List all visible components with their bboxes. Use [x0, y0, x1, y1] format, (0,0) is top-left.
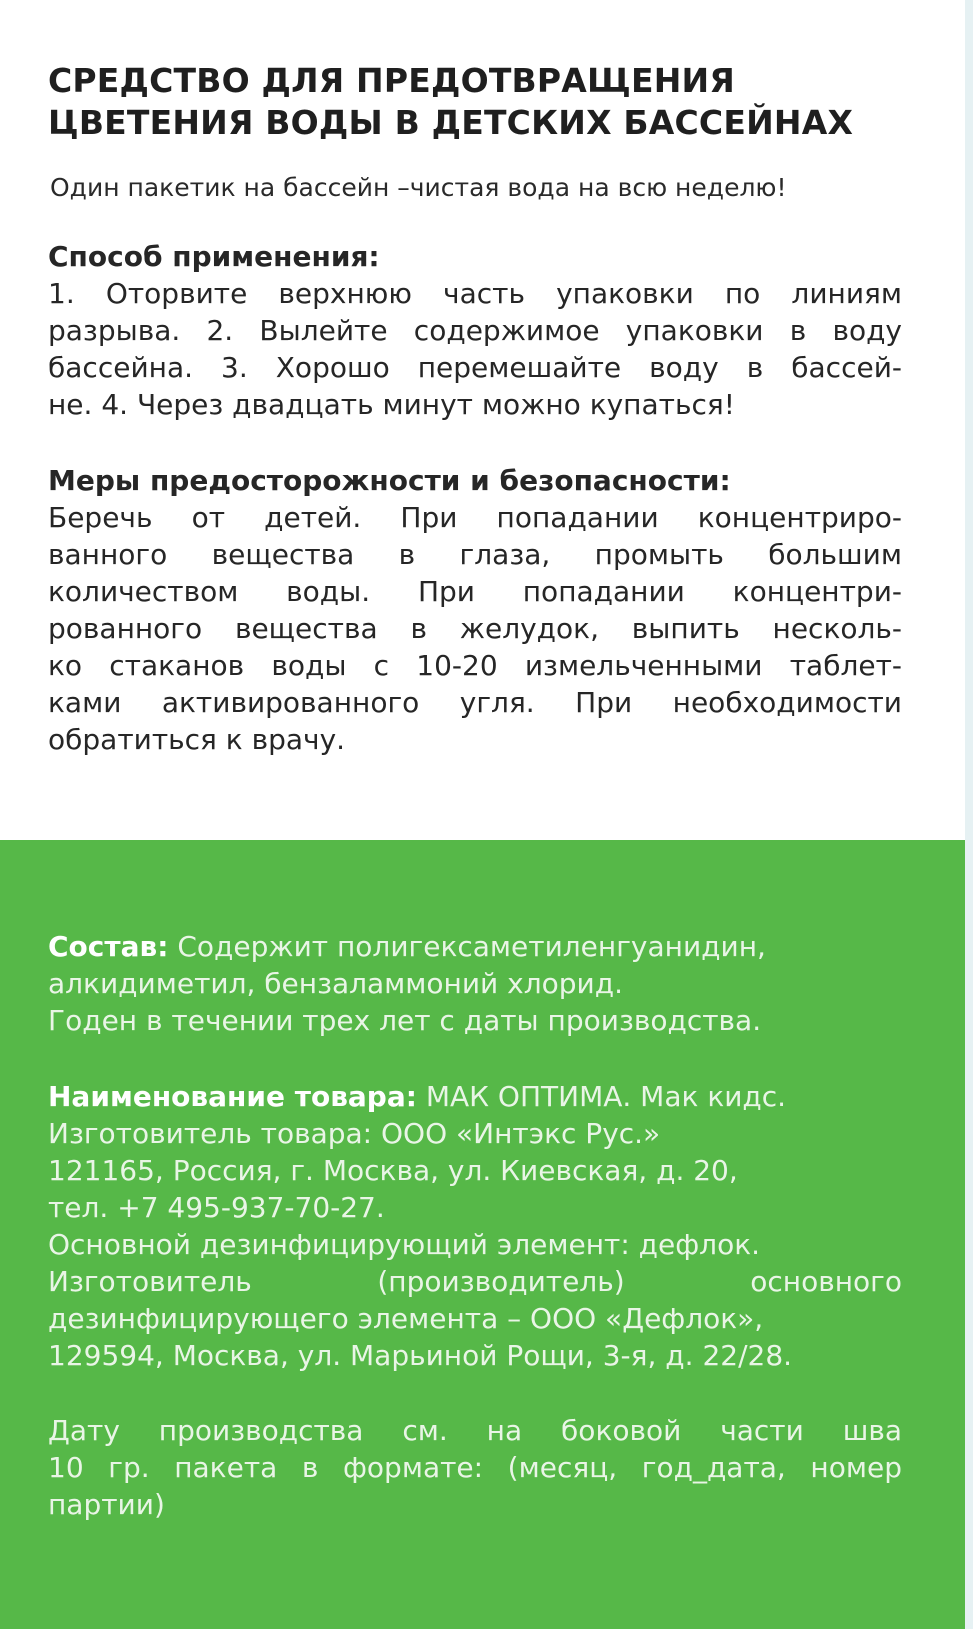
product-line: 129594, Москва, ул. Марьиной Рощи, 3-я, д. 22/28.: [48, 1339, 793, 1372]
product-line: 121165, Россия, г. Москва, ул. Киевская, д. 20,: [48, 1154, 738, 1187]
product-label: Наименование товара:: [48, 1080, 417, 1113]
title-line-2: ЦВЕТЕНИЯ ВОДЫ В ДЕТСКИХ БАССЕЙНАХ: [48, 103, 854, 142]
usage-heading: Способ применения:: [48, 240, 380, 273]
safety-line: обратиться к врачу.: [48, 723, 346, 756]
safety-line: Беречь от детей. При попадании концентриро-: [48, 501, 902, 534]
safety-heading: Меры предосторожности и безопасности:: [48, 464, 731, 497]
product-section: [48, 1078, 902, 1374]
usage-line: не. 4. Через двадцать минут можно купаться!: [48, 388, 735, 421]
usage-line: 1. Оторвите верхнюю часть упаковки по линиям: [48, 277, 902, 310]
product-line: Изготовитель (производитель) основного: [48, 1265, 902, 1298]
production-line: Дату производства см. на боковой части шва: [48, 1414, 902, 1447]
product-line: тел. +7 495-937-70-27.: [48, 1191, 385, 1224]
production-line: партии): [48, 1488, 165, 1521]
safety-line: ванного вещества в глаза, промыть большим: [48, 538, 902, 571]
document-title: [48, 60, 928, 144]
safety-line: ко стаканов воды с 10-20 измельченными таблет-: [48, 649, 902, 682]
title-line-1: СРЕДСТВО ДЛЯ ПРЕДОТВРАЩЕНИЯ: [48, 61, 735, 100]
usage-line: разрыва. 2. Вылейте содержимое упаковки в воду: [48, 314, 902, 347]
production-line: 10 гр. пакета в формате: (месяц, год_дата, номер: [48, 1451, 902, 1484]
safety-line: количеством воды. При попадании концентри-: [48, 575, 902, 608]
product-line: Изготовитель товара: ООО «Интэкс Рус.»: [48, 1117, 661, 1150]
right-edge-strip: [965, 0, 973, 1629]
shelf-life-line: Годен в течении трех лет с даты производства.: [48, 1004, 762, 1037]
usage-line: бассейна. 3. Хорошо перемешайте воду в бассей-: [48, 351, 902, 384]
composition-line-2: алкидиметил, бензаламмоний хлорид.: [48, 967, 623, 1000]
product-line-1: [48, 1078, 902, 1115]
subtitle: Один пакетик на бассейн –чистая вода на всю неделю!: [50, 173, 787, 202]
composition-line-1: [48, 928, 902, 965]
usage-section: [48, 238, 902, 423]
product-name: МАК ОПТИМА. Мак кидс.: [416, 1080, 787, 1113]
composition-section: [48, 928, 902, 1039]
safety-section: [48, 462, 902, 758]
composition-text: Содержит полигексаметиленгуанидин,: [168, 930, 766, 963]
safety-line: ками активированного угля. При необходимости: [48, 686, 902, 719]
composition-label: Состав:: [48, 930, 169, 963]
product-line: Основной дезинфицирующий элемент: дефлок.: [48, 1228, 761, 1261]
product-line: дезинфицирующего элемента – ООО «Дефлок»,: [48, 1302, 764, 1335]
safety-line: рованного вещества в желудок, выпить несколь-: [48, 612, 902, 645]
production-date-section: [48, 1412, 902, 1523]
